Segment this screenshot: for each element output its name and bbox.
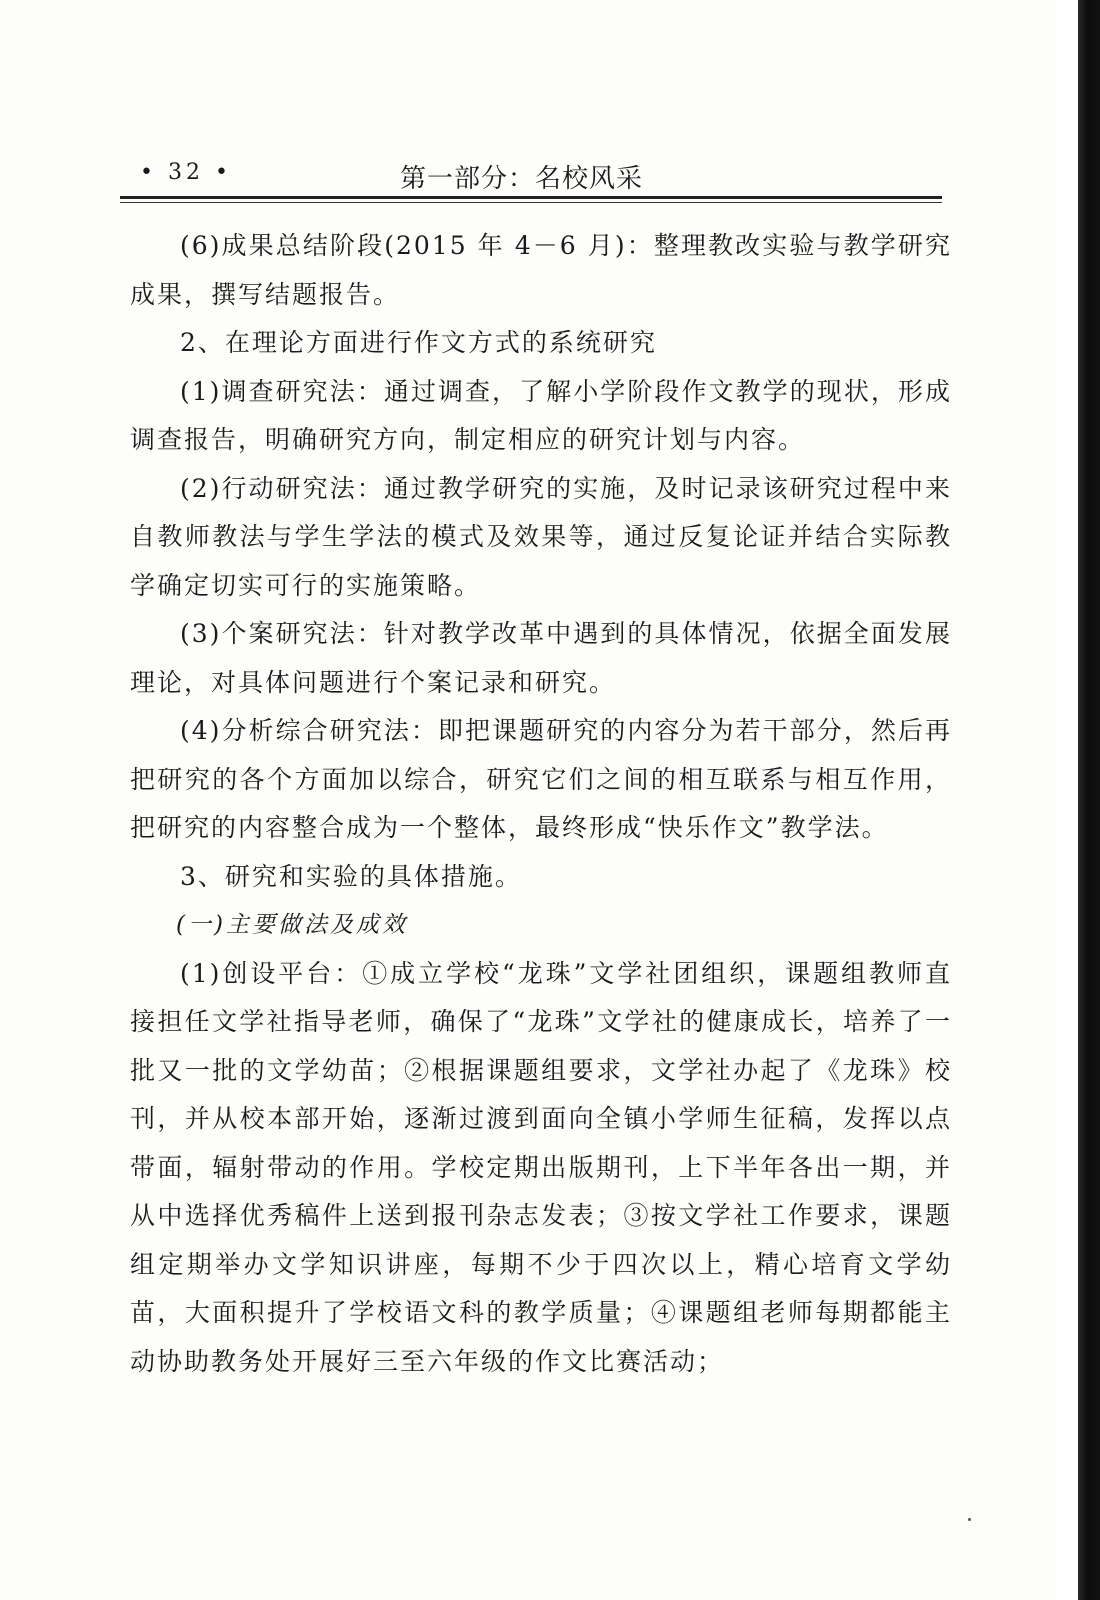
header-rule-thin xyxy=(120,202,942,203)
paragraph-survey-method: (1)调查研究法：通过调查，了解小学阶段作文教学的现状，形成调查报告，明确研究方向，制定相应的研究计划与内容。 xyxy=(130,376,952,454)
page-number: • 32 • xyxy=(140,160,232,185)
running-head xyxy=(120,158,940,194)
scan-dark-edge xyxy=(1078,0,1100,1600)
paragraph-create-platform: (1)创设平台：①成立学校“龙珠”文学社团组织，课题组教师直接担任文学社指导老师，确保了“龙珠”文学社的健康成长，培养了一批又一批的文学幼苗；②根据课题组要求，文学社办起了《龙珠》校刊，并从校本部开始，逐渐过渡到面向全镇小学师生征稿，发挥以点带面，辐射带动的作用。学校定期出版期刊，上下半年各出一期，并从中选择优秀稿件上送到报刊杂志发表；③按文学社工作要求，课题组定期举办文学知识讲座，每期不少于四次以上，精心培育文学幼苗，大面积提升了学校语文科的教学质量；④课题组老师每期都能主动协助教务处开展好三至六年级的作文比赛活动； xyxy=(130,958,952,1376)
header-rule-thick xyxy=(120,196,942,199)
section-title: 第一部分：名校风采 xyxy=(400,164,644,194)
paragraph-case-method: (3)个案研究法：针对教学改革中遇到的具体情况，依据全面发展理论，对具体问题进行个案记录和研究。 xyxy=(130,619,952,697)
heading-measures: 3、研究和实验的具体措施。 xyxy=(180,861,522,891)
scan-speck xyxy=(968,1518,971,1521)
subheading-main-practices: (一)主要做法及成效 xyxy=(176,912,408,938)
paragraph-analysis-method: (4)分析综合研究法：即把课题研究的内容分为若干部分，然后再把研究的各个方面加以综合，研究它们之间的相互联系与相互作用，把研究的内容整合成为一个整体，最终形成“快乐作文”教学法。 xyxy=(130,716,952,842)
body-text xyxy=(130,222,952,1386)
heading-theory-research: 2、在理论方面进行作文方式的系统研究 xyxy=(180,328,657,357)
paragraph-action-method: (2)行动研究法：通过教学研究的实施，及时记录该研究过程中来自教师教法与学生学法的模式及效果等，通过反复论证并结合实际教学确定切实可行的实施策略。 xyxy=(130,473,952,600)
paragraph-results-stage: (6)成果总结阶段(2015 年 4－6 月)：整理教改实验与教学研究成果，撰写结题报告。 xyxy=(130,231,952,309)
